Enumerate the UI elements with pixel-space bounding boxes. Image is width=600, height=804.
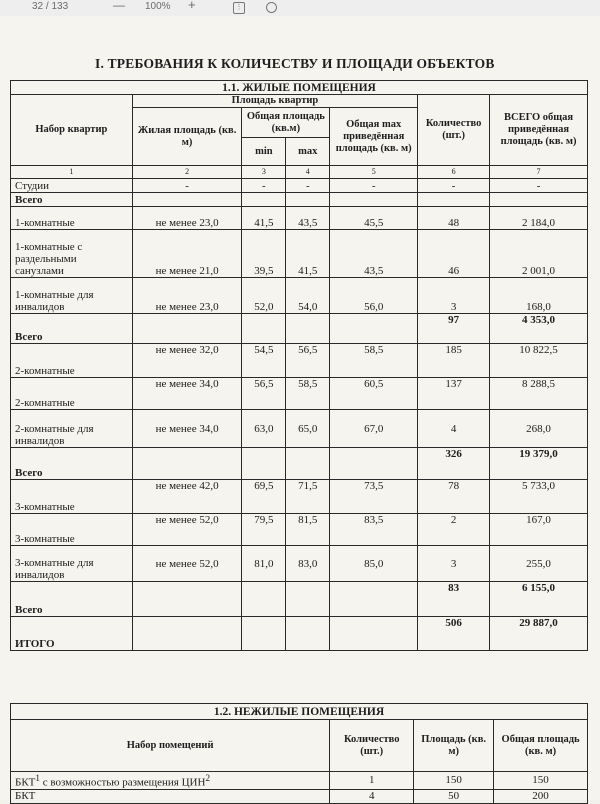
cell-total: 8 288,5 — [490, 378, 588, 410]
col-number: 7 — [490, 166, 588, 179]
col-number: 6 — [418, 166, 490, 179]
cell-total: 167,0 — [490, 514, 588, 546]
header-living: Жилая площадь (кв. м) — [132, 108, 242, 166]
cell-qty: 137 — [418, 378, 490, 410]
table-row — [11, 789, 588, 803]
grand-total-row — [11, 617, 588, 651]
cell-max: 65,0 — [286, 410, 330, 448]
total-area: 19 379,0 — [490, 448, 588, 480]
cell-max-reduced: 60,5 — [330, 378, 418, 410]
cell-min: 52,0 — [242, 278, 286, 314]
cell-qty: 1 — [330, 772, 414, 790]
cell-total: 255,0 — [490, 546, 588, 582]
cell-living: не менее 52,0 — [132, 546, 242, 582]
cell-max-reduced: 43,5 — [330, 230, 418, 278]
col-number: 4 — [286, 166, 330, 179]
cell-min: 39,5 — [242, 230, 286, 278]
table-row — [11, 514, 588, 546]
cell-living: не менее 21,0 — [132, 230, 242, 278]
cell-min: 54,5 — [242, 344, 286, 378]
header-max: max — [286, 138, 330, 166]
cell-qty: 78 — [418, 480, 490, 514]
nonresidential-table — [10, 703, 588, 804]
document-title: I. ТРЕБОВАНИЯ К КОЛИЧЕСТВУ И ПЛОЩАДИ ОБЪЕКТОВ — [95, 56, 495, 71]
cell-living: не менее 34,0 — [132, 410, 242, 448]
table-row — [11, 230, 588, 278]
cell-max: 58,5 — [286, 378, 330, 410]
header-min: min — [242, 138, 286, 166]
cell-min: 81,0 — [242, 546, 286, 582]
header-quantity: Количество (шт.) — [330, 720, 414, 772]
total-label: Всего — [11, 314, 133, 344]
cell-total: - — [490, 179, 588, 193]
cell-total: 168,0 — [490, 278, 588, 314]
cell-qty: 3 — [418, 278, 490, 314]
col-number: 3 — [242, 166, 286, 179]
col-number: 2 — [132, 166, 242, 179]
total-area: 6 155,0 — [490, 582, 588, 617]
row-name: 1-комнатные для инвалидов — [11, 278, 133, 314]
cell-min: 79,5 — [242, 514, 286, 546]
total-row — [11, 314, 588, 344]
cell-max-reduced: 67,0 — [330, 410, 418, 448]
grand-total-label: ИТОГО — [11, 617, 133, 651]
row-name: 2-комнатные — [11, 344, 133, 378]
cell-area: 50 — [414, 789, 494, 803]
row-name: 3-комнатные — [11, 480, 133, 514]
row-name: 2-комнатные для инвалидов — [11, 410, 133, 448]
cell-min: - — [242, 179, 286, 193]
table-row — [11, 278, 588, 314]
cell-qty: 48 — [418, 207, 490, 230]
header-set: Набор квартир — [11, 95, 133, 166]
cell-total: 268,0 — [490, 410, 588, 448]
cell-max: 54,0 — [286, 278, 330, 314]
table-row — [11, 344, 588, 378]
residential-table — [10, 80, 588, 651]
zoom-out-button[interactable]: — — [113, 0, 125, 12]
header-total-area: Общая площадь (кв.м) — [242, 108, 330, 138]
cell-max-reduced: - — [330, 179, 418, 193]
cell-max: 43,5 — [286, 207, 330, 230]
total-row — [11, 448, 588, 480]
cell-living: не менее 23,0 — [132, 278, 242, 314]
row-name: Студии — [11, 179, 133, 193]
header-set: Набор помещений — [11, 720, 330, 772]
row-name: 1-комнатные — [11, 207, 133, 230]
cell-living: не менее 42,0 — [132, 480, 242, 514]
cell-max-reduced: 85,0 — [330, 546, 418, 582]
header-area-group: Площадь квартир — [132, 95, 417, 108]
cell-qty: 4 — [418, 410, 490, 448]
header-quantity: Количество (шт.) — [418, 95, 490, 166]
cell-max-reduced: 58,5 — [330, 344, 418, 378]
table-row — [11, 207, 588, 230]
table-row — [11, 546, 588, 582]
total-area: 4 353,0 — [490, 314, 588, 344]
total-label: Всего — [11, 582, 133, 617]
table-row — [11, 179, 588, 193]
cell-total: 200 — [494, 789, 588, 803]
cell-living: не менее 32,0 — [132, 344, 242, 378]
total-row — [11, 193, 588, 207]
header-max-reduced: Общая max приведённая площадь (кв. м) — [330, 108, 418, 166]
header-grand-total: ВСЕГО общая приведённая площадь (кв. м) — [490, 95, 588, 166]
cell-max: 83,0 — [286, 546, 330, 582]
viewer-toolbar — [0, 0, 600, 17]
cell-living: не менее 52,0 — [132, 514, 242, 546]
cell-min: 69,5 — [242, 480, 286, 514]
cell-max: 41,5 — [286, 230, 330, 278]
col-number: 5 — [330, 166, 418, 179]
cell-living: не менее 34,0 — [132, 378, 242, 410]
cell-total: 10 822,5 — [490, 344, 588, 378]
cell-max: 56,5 — [286, 344, 330, 378]
header-total-area: Общая площадь (кв. м) — [494, 720, 588, 772]
row-name: БКТ — [11, 789, 330, 803]
fit-page-icon[interactable]: ⋮ — [233, 2, 245, 14]
total-row — [11, 582, 588, 617]
cell-area: 150 — [414, 772, 494, 790]
row-name: БКТ$^1$ с возможностью размещения ЦИН$^2$ — [11, 772, 330, 790]
section-title-residential: 1.1. ЖИЛЫЕ ПОМЕЩЕНИЯ — [11, 81, 588, 95]
cell-min: 56,5 — [242, 378, 286, 410]
total-qty: 97 — [418, 314, 490, 344]
cell-max-reduced: 73,5 — [330, 480, 418, 514]
row-name: 1-комнатные с раздельными санузлами — [11, 230, 133, 278]
row-name: 3-комнатные — [11, 514, 133, 546]
grand-total-area: 29 887,0 — [490, 617, 588, 651]
total-label: Всего — [11, 448, 133, 480]
grand-total-qty: 506 — [418, 617, 490, 651]
cell-qty: 2 — [418, 514, 490, 546]
row-name: 3-комнатные для инвалидов — [11, 546, 133, 582]
table-row — [11, 410, 588, 448]
header-area: Площадь (кв. м) — [414, 720, 494, 772]
cell-max: 71,5 — [286, 480, 330, 514]
section-title-nonresidential: 1.2. НЕЖИЛЫЕ ПОМЕЩЕНИЯ — [11, 704, 588, 720]
cell-max: - — [286, 179, 330, 193]
table-row — [11, 378, 588, 410]
cell-living: не менее 23,0 — [132, 207, 242, 230]
cell-max-reduced: 45,5 — [330, 207, 418, 230]
cell-total: 2 184,0 — [490, 207, 588, 230]
total-qty: 326 — [418, 448, 490, 480]
cell-max-reduced: 56,0 — [330, 278, 418, 314]
zoom-in-button[interactable]: + — [188, 0, 196, 12]
table-row — [11, 772, 588, 790]
cell-min: 63,0 — [242, 410, 286, 448]
total-qty: 83 — [418, 582, 490, 617]
page-indicator[interactable]: 32 / 133 — [32, 1, 69, 12]
cell-qty: 185 — [418, 344, 490, 378]
cell-total: 5 733,0 — [490, 480, 588, 514]
cell-max-reduced: 83,5 — [330, 514, 418, 546]
total-label: Всего — [11, 193, 133, 207]
cell-living: - — [132, 179, 242, 193]
col-number: 1 — [11, 166, 133, 179]
row-name: 2-комнатные — [11, 378, 133, 410]
cell-total: 150 — [494, 772, 588, 790]
cell-qty: 46 — [418, 230, 490, 278]
cell-max: 81,5 — [286, 514, 330, 546]
rotate-icon[interactable] — [266, 2, 277, 13]
cell-total: 2 001,0 — [490, 230, 588, 278]
cell-qty: 3 — [418, 546, 490, 582]
cell-min: 41,5 — [242, 207, 286, 230]
cell-qty: 4 — [330, 789, 414, 803]
table-row — [11, 480, 588, 514]
cell-qty: - — [418, 179, 490, 193]
zoom-level[interactable]: 100% — [145, 1, 171, 12]
